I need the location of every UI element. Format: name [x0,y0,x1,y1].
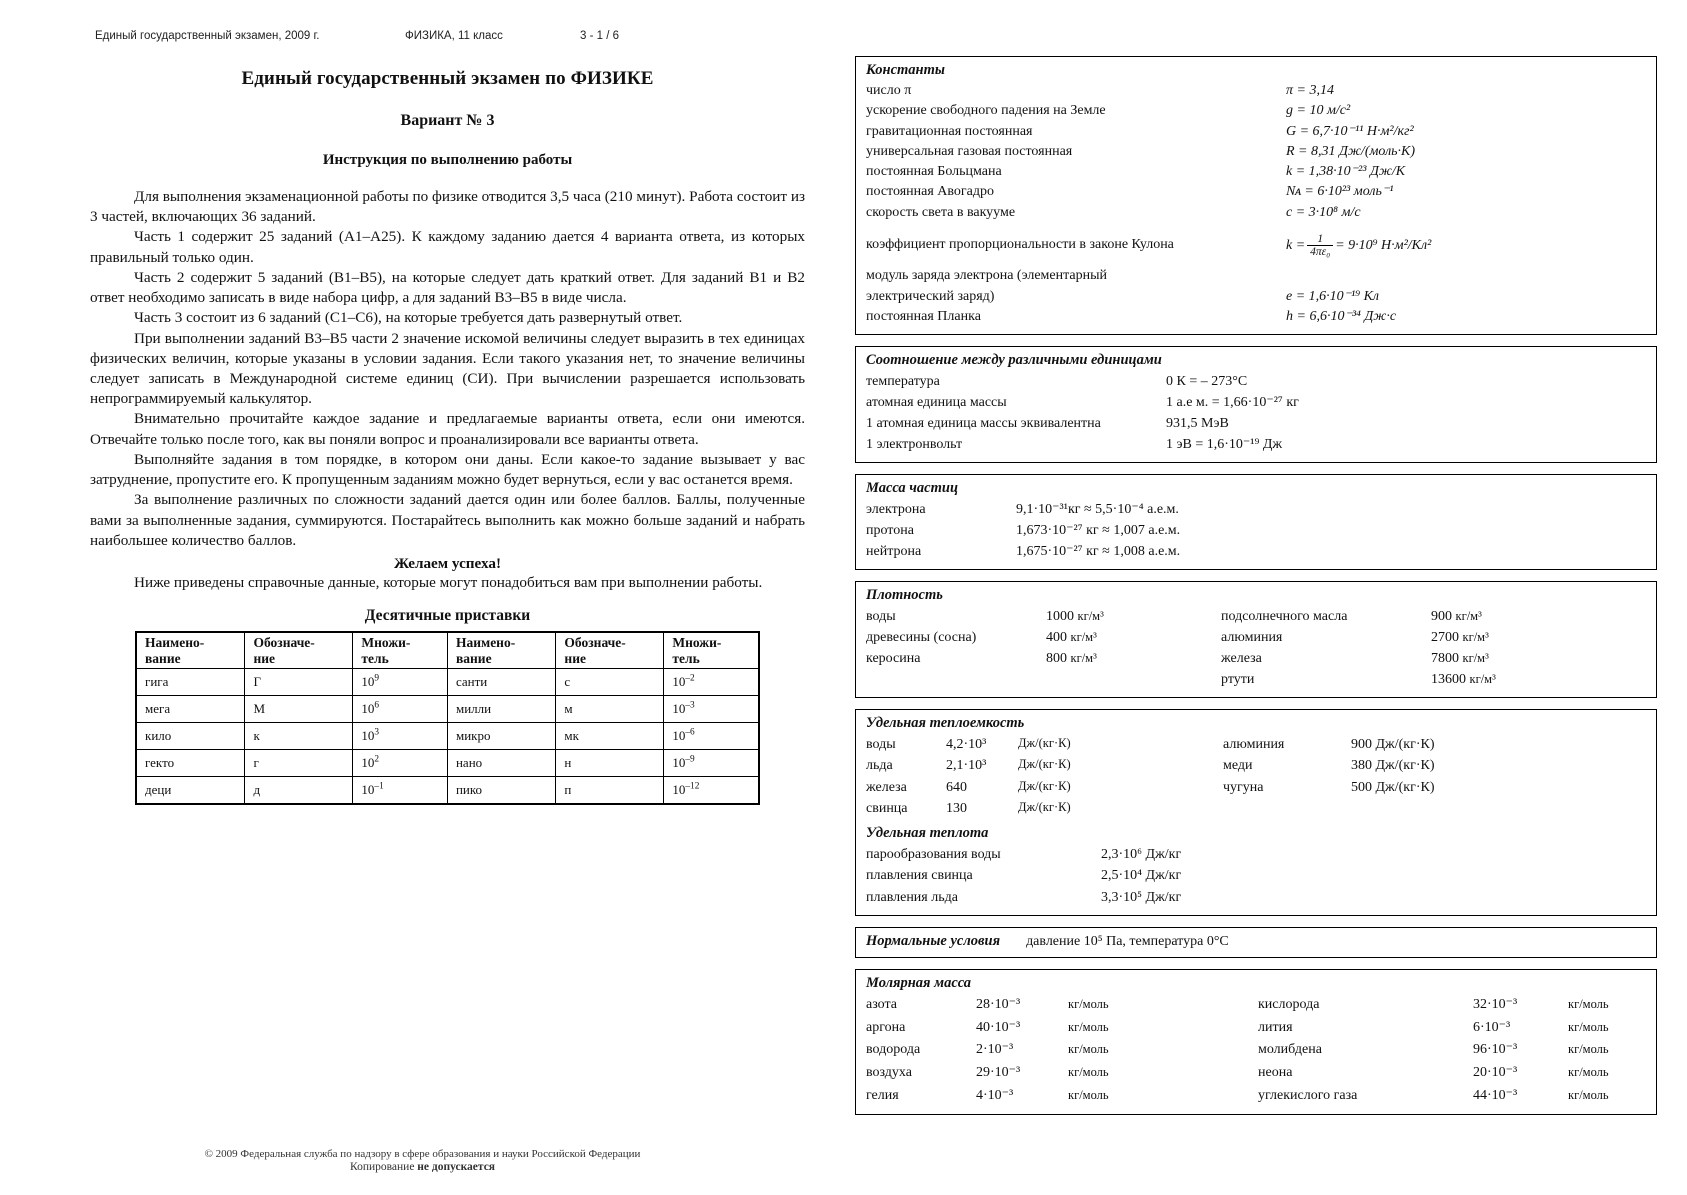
prefix-symbol: п [556,777,664,805]
substance-name: аргона [866,1019,906,1035]
substance-name: подсолнечного масла [1221,609,1348,625]
header-line-2: вание [145,650,181,666]
latent-heat-row [866,887,1646,908]
coulomb-fraction [1307,233,1333,258]
substance-name: неона [1258,1064,1293,1080]
constant-name: ускорение свободного падения на Земле [866,103,1106,119]
unit-row [866,413,1646,434]
coulomb-constant-value [1286,233,1431,258]
specific-heat-row [866,734,1646,755]
prefix-symbol: Г [245,669,353,696]
prefix-name: мега [136,696,245,723]
prefix-name: нано [447,750,555,777]
prefix-name: гекто [136,750,245,777]
electron-charge-row [866,266,1646,307]
electron-charge-name [866,266,1286,307]
molar-mass-value: 28·10⁻³ [976,996,1021,1012]
prefix-symbol: к [245,723,353,750]
name-line-1: модуль заряда электрона (элементарный [866,268,1108,284]
particle-value: 1,675·10⁻²⁷ кг ≈ 1,008 а.е.м. [1016,544,1181,560]
substance-name: чугуна [1223,779,1264,795]
molar-mass-unit: кг/моль [1068,1087,1109,1102]
molar-mass-unit: кг/моль [1568,1042,1609,1057]
prefix-symbol: н [556,750,664,777]
substance-name: азота [866,996,897,1012]
process-name: плавления свинца [866,868,973,884]
constant-value: π = 3,14 [1286,83,1334,98]
decimal-prefixes-table [135,631,760,805]
table-row [136,750,759,777]
table-header-row [136,632,759,669]
substance-name: кислорода [1258,996,1320,1012]
molar-mass-value: 29·10⁻³ [976,1064,1021,1080]
substance-name: воды [866,609,896,625]
column-header-multiplier-2 [664,632,759,669]
prefix-name: милли [447,696,555,723]
density-value: 1000 кг/м³ [1046,609,1104,625]
unit-value: 931,5 МэВ [1166,416,1229,432]
density-row [866,606,1646,627]
molar-mass-unit: кг/моль [1068,996,1109,1011]
specific-heat-title: Удельная теплоемкость [866,715,1025,732]
molar-mass-row [866,1085,1646,1108]
prefix-multiplier: $10^2$ [353,750,448,777]
substance-name: алюминия [1221,630,1283,646]
heat-unit: Дж/(кг·К) [1018,778,1071,793]
particle-mass-title: Масса частиц [866,480,959,497]
substance-name: керосина [866,651,921,667]
instruction-paragraph: Часть 1 содержит 25 заданий (А1–А25). К каждому заданию дается 4 варианта ответа, из которых правильный только один. [90,228,805,266]
molar-mass-row [866,1017,1646,1040]
table-row [136,777,759,805]
substance-name: углекислого газа [1258,1087,1358,1103]
prefix-symbol: м [556,696,664,723]
density-value: 400 кг/м³ [1046,630,1097,646]
substance-name: ртути [1221,672,1255,688]
column-header-multiplier-1 [353,632,448,669]
coulomb-suffix: = 9·10⁹ Н·м²/Кл² [1335,237,1432,253]
process-name: плавления льда [866,889,958,905]
density-title: Плотность [866,587,943,604]
header-line-1: Обозначе- [253,635,315,651]
heat-box [855,709,1657,916]
molar-mass-value: 96·10⁻³ [1473,1042,1518,1058]
specific-heat-row [866,798,1646,819]
fraction-denominator: 4πε₀ [1310,246,1331,259]
latent-heat-row [866,865,1646,886]
constants-box [855,56,1657,335]
density-value [1046,669,1221,690]
substance-name: водорода [866,1042,921,1058]
prefixes-table-title: Десятичные приставки [364,607,531,625]
units-title: Соотношение между различными единицами [866,352,1162,369]
prefix-symbol: г [245,750,353,777]
molar-mass-value: 44·10⁻³ [1473,1087,1518,1103]
header-page-number: 3 - 1 / 6 [580,30,619,42]
density-row [866,648,1646,669]
instruction-paragraph: За выполнение различных по сложности заданий дается один или более баллов. Баллы, полученные вами за выполненные задания, суммируются. Постарайтесь выполнить как можно больше заданий и набрать наибольшее количество баллов. [90,491,805,549]
table-row [136,723,759,750]
prefix-multiplier: $10^{-1}$ [353,777,448,805]
latent-heat-row [866,844,1646,865]
column-header-name-1 [136,632,245,669]
molar-mass-value: 2·10⁻³ [976,1042,1014,1058]
molar-mass-value: 20·10⁻³ [1473,1064,1518,1080]
reference-data-note: Ниже приведены справочные данные, которые могут понадобиться вам при выполнении работы. [134,573,763,591]
constant-row [866,101,1646,121]
molar-mass-unit: кг/моль [1568,1019,1609,1034]
header-line-2: тель [672,650,700,666]
constant-value: G = 6,7·10⁻¹¹ Н·м²/кг² [1286,123,1414,139]
density-value: 2700 кг/м³ [1431,630,1489,646]
header-line-1: Множи- [361,635,411,651]
particle-name: протона [866,523,914,539]
density-row [866,669,1646,690]
latent-heat-value: 3,3·10⁵ Дж/кг [1101,889,1182,905]
header-line-2: тель [361,650,389,666]
latent-heat-title: Удельная теплота [866,825,989,842]
molar-mass-value: 40·10⁻³ [976,1019,1021,1035]
process-name: парообразования воды [866,847,1001,863]
unit-row [866,392,1646,413]
density-value: 800 кг/м³ [1046,651,1097,667]
normal-conditions-value: давление 10⁵ Па, температура 0°С [1026,933,1229,949]
header-subject: ФИЗИКА, 11 класс [405,30,503,42]
prefix-multiplier: $10^{-3}$ [664,696,759,723]
molar-mass-value: 6·10⁻³ [1473,1019,1511,1035]
prefix-name: санти [447,669,555,696]
unit-value: 0 К = – 273°С [1166,374,1248,390]
substance-name [1223,798,1351,819]
electron-charge-value: e = 1,6·10⁻¹⁹ Кл [1286,288,1380,304]
latent-heat-value: 2,3·10⁶ Дж/кг [1101,847,1182,863]
constant-value: Nᴀ = 6·10²³ моль⁻¹ [1286,184,1394,200]
prefix-multiplier: $10^{-2}$ [664,669,759,696]
substance-name: воды [866,737,896,753]
particle-mass-row [866,541,1646,562]
unit-name: температура [866,374,940,390]
constant-value: R = 8,31 Дж/(моль·К) [1286,143,1416,159]
constant-row [866,142,1646,162]
normal-conditions-box [855,927,1657,958]
constant-value: k = 1,38·10⁻²³ Дж/К [1286,164,1406,180]
heat-value: 380 Дж/(кг·К) [1351,758,1435,774]
molar-mass-value: 32·10⁻³ [1473,996,1518,1012]
specific-heat-row [866,755,1646,776]
heat-value: 4,2·10³ [946,737,987,753]
footer-copy-notice: Копирование не допускается [349,1161,496,1173]
density-value: 13600 кг/м³ [1431,672,1496,688]
column-header-name-2 [447,632,555,669]
density-value: 900 кг/м³ [1431,609,1482,625]
unit-value: 1 а.е м. = 1,66·10⁻²⁷ кг [1166,395,1299,411]
constant-value: c = 3·10⁸ м/с [1286,204,1361,220]
heat-value: 500 Дж/(кг·К) [1351,779,1435,795]
good-luck-note: Желаем успеха! [393,554,502,572]
molar-mass-box [855,969,1657,1115]
page-footer [0,1148,845,1173]
fraction-numerator: 1 [1307,233,1333,246]
substance-name: свинца [866,800,908,816]
prefix-name: пико [447,777,555,805]
molar-mass-row [866,994,1646,1017]
right-column [845,0,1687,1195]
unit-value: 1 эВ = 1,6·10⁻¹⁹ Дж [1166,437,1283,453]
prefix-name: кило [136,723,245,750]
prefix-name: деци [136,777,245,805]
page-title: Единый государственный экзамен по ФИЗИКЕ [241,68,654,89]
column-header-symbol-2 [556,632,664,669]
particle-name: нейтрона [866,544,922,560]
constant-name: число π [866,83,912,98]
density-value: 7800 кг/м³ [1431,651,1489,667]
unit-row [866,434,1646,455]
prefix-name: гига [136,669,245,696]
particle-name: электрона [866,502,926,518]
header-line-1: Наимено- [455,635,516,651]
heat-value: 2,1·10³ [946,758,987,774]
instruction-paragraph: Внимательно прочитайте каждое задание и предлагаемые варианты ответа, если они имеются. Отвечайте только после того, как вы поняли вопрос и проанализировали все варианты ответа. [90,410,805,448]
constant-name: скорость света в вакууме [866,204,1016,220]
prefix-symbol: д [245,777,353,805]
constant-name: постоянная Авогадро [866,184,995,200]
heat-value: 900 Дж/(кг·К) [1351,737,1435,753]
planck-constant-row [866,307,1646,327]
substance-name: меди [1223,758,1253,774]
substance-name: гелия [866,1087,899,1103]
substance-name: молибдена [1258,1042,1322,1058]
substance-name [866,669,1046,690]
header-line-1: Множи- [672,635,722,651]
document-header [95,30,805,42]
specific-heat-row [866,777,1646,798]
table-row [136,669,759,696]
constant-name: гравитационная постоянная [866,123,1033,139]
molar-mass-unit: кг/моль [1068,1019,1109,1034]
heat-unit: Дж/(кг·К) [1018,757,1071,772]
planck-constant-name: постоянная Планка [866,308,981,324]
molar-mass-unit: кг/моль [1568,1064,1609,1079]
header-line-2: ние [253,650,276,666]
unit-row [866,371,1646,392]
coulomb-prefix: k = [1286,237,1306,253]
constant-row [866,203,1646,223]
instruction-paragraph: При выполнении заданий В3–В5 части 2 значение искомой величины следует выразить в тех единицах физических величин, которые указаны в условии задания. Если такого указания нет, то значение величины следует записать в Международной системе единиц (СИ). При вычислении разрешается использовать непрограммируемый калькулятор. [90,329,805,408]
prefix-multiplier: $10^3$ [353,723,448,750]
instruction-paragraph: Часть 3 состоит из 6 заданий (С1–С6), на которые требуется дать развернутый ответ. [134,309,683,327]
constants-title: Константы [866,62,945,78]
substance-name: древесины (сосна) [866,630,977,646]
prefix-multiplier: $10^{-6}$ [664,723,759,750]
units-relations-box [855,346,1657,463]
constant-row [866,182,1646,202]
constant-row [866,162,1646,182]
table-row [136,696,759,723]
unit-name: 1 атомная единица массы эквивалентна [866,416,1101,432]
constant-row [866,81,1646,101]
prefix-symbol: с [556,669,664,696]
coulomb-constant-name: коэффициент пропорциональности в законе Кулона [866,237,1174,253]
substance-name: льда [866,758,893,774]
heat-unit: Дж/(кг·К) [1018,799,1071,814]
prefix-symbol: М [245,696,353,723]
substance-name: воздуха [866,1064,912,1080]
molar-mass-unit: кг/моль [1068,1064,1109,1079]
footer-copyright: © 2009 Федеральная служба по надзору в сфере образования и науки Российской Федерации [204,1148,641,1160]
unit-name: атомная единица массы [866,395,1007,411]
instruction-title: Инструкция по выполнению работы [322,152,573,168]
molar-mass-unit: кг/моль [1068,1042,1109,1057]
molar-mass-title: Молярная масса [866,974,972,991]
unit-name: 1 электронвольт [866,437,963,453]
constant-row [866,122,1646,142]
coulomb-constant-row [866,233,1646,258]
particle-mass-row [866,520,1646,541]
heat-unit: Дж/(кг·К) [1018,736,1071,751]
molar-mass-row [866,1039,1646,1062]
heat-value: 130 [946,800,967,816]
substance-name: железа [1221,651,1262,667]
prefix-symbol: мк [556,723,664,750]
normal-conditions-title: Нормальные условия [866,932,1001,949]
constant-name: постоянная Больцмана [866,164,1002,180]
header-exam-name: Единый государственный экзамен, 2009 г. [95,30,320,42]
latent-heat-value: 2,5·10⁴ Дж/кг [1101,868,1182,884]
molar-mass-unit: кг/моль [1568,1087,1609,1102]
prefix-multiplier: $10^9$ [353,669,448,696]
column-header-symbol-1 [245,632,353,669]
prefix-multiplier: $10^{-12}$ [664,777,759,805]
particle-value: 1,673·10⁻²⁷ кг ≈ 1,007 а.е.м. [1016,523,1181,539]
substance-name: алюминия [1223,737,1285,753]
header-line-1: Обозначе- [564,635,626,651]
prefix-name: микро [447,723,555,750]
molar-mass-row [866,1062,1646,1085]
prefix-multiplier: $10^{-9}$ [664,750,759,777]
planck-constant-value: h = 6,6·10⁻³⁴ Дж·с [1286,308,1397,324]
variant-label: Вариант № 3 [400,112,495,129]
name-line-2: электрический заряд) [866,288,995,304]
particle-value: 9,1·10⁻³¹кг ≈ 5,5·10⁻⁴ а.е.м. [1016,502,1179,518]
density-box [855,581,1657,698]
molar-mass-value: 4·10⁻³ [976,1087,1014,1103]
header-line-1: Наимено- [145,635,205,651]
header-line-2: ние [564,650,586,666]
header-line-2: вание [455,650,492,666]
density-row [866,627,1646,648]
heat-value: 640 [946,779,967,795]
molar-mass-unit: кг/моль [1568,996,1609,1011]
instruction-paragraph: Выполняйте задания в том порядке, в котором они даны. Если какое-то задание вызывает у вас затруднение, пропустите его. К пропущенным заданиям можно будет вернуться, если у вас останется время. [90,450,805,489]
substance-name: лития [1258,1019,1293,1035]
particle-mass-row [866,499,1646,520]
instruction-paragraph: Часть 2 содержит 5 заданий (В1–В5), на которые следует дать краткий ответ. Для заданий В1 и В2 ответ необходимо записать в виде набора цифр, а для заданий В3–В5 в виде числа. [90,268,805,307]
instruction-paragraph: Для выполнения экзаменационной работы по физике отводится 3,5 часа (210 минут). Работа состоит из 3 частей, включающих 36 заданий. [90,188,805,226]
substance-name: железа [866,779,907,795]
particle-mass-box [855,474,1657,570]
prefix-multiplier: $10^6$ [353,696,448,723]
constant-value: g = 10 м/с² [1286,103,1351,119]
constant-name: универсальная газовая постоянная [866,143,1073,159]
